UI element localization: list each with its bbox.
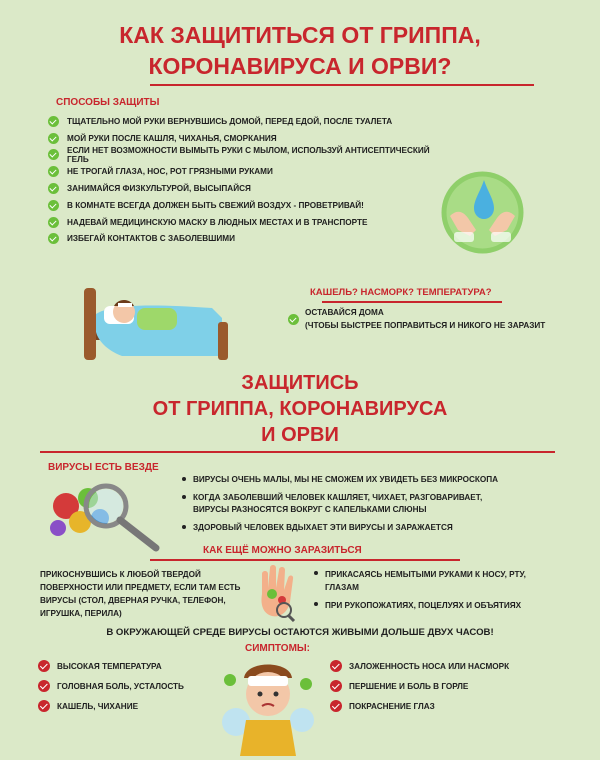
banner-divider (40, 451, 555, 453)
protection-heading: СПОСОБЫ ЗАЩИТЫ (56, 97, 160, 108)
virus-fact: ЗДОРОВЫЙ ЧЕЛОВЕК ВДЫХАЕТ ЭТИ ВИРУСЫ И ЗАРАЖАЕТСЯ (182, 522, 562, 535)
protection-item: НАДЕВАЙ МЕДИЦИНСКУЮ МАСКУ В ЛЮДНЫХ МЕСТАХ И В ТРАНСПОРТЕ (48, 214, 448, 231)
symptom-item: ПЕРШЕНИЕ И БОЛЬ В ГОРЛЕ (330, 676, 570, 696)
virus-survival-notice: В ОКРУЖАЮЩЕЙ СРЕДЕ ВИРУСЫ ОСТАЮТСЯ ЖИВЫМИ ДОЛЬШЕ ДВУХ ЧАСОВ! (106, 627, 494, 638)
stay-home-note: (ЧТОБЫ БЫСТРЕЕ ПОПРАВИТЬСЯ И НИКОГО НЕ ЗАРАЗИТ (305, 320, 546, 330)
check-icon (330, 700, 342, 712)
sick-heading: КАШЕЛЬ? НАСМОРК? ТЕМПЕРАТУРА? (310, 287, 492, 298)
check-icon (48, 233, 59, 244)
protection-item: НЕ ТРОГАЙ ГЛАЗА, НОС, РОТ ГРЯЗНЫМИ РУКАМИ (48, 163, 448, 180)
protection-list (48, 113, 448, 247)
sick-in-bed-illustration (82, 278, 232, 364)
infection-way: ПРИКАСАЯСЬ НЕМЫТЫМИ РУКАМИ К НОСУ, РТУ, ГЛАЗАМ (314, 568, 574, 594)
title-divider (150, 84, 534, 86)
check-icon (330, 680, 342, 692)
check-icon (48, 133, 59, 144)
virus-magnifier-illustration (44, 476, 164, 552)
sick-advice (288, 307, 548, 332)
check-icon (330, 660, 342, 672)
symptom-item: ВЫСОКАЯ ТЕМПЕРАТУРА (38, 656, 218, 676)
symptoms-heading: СИМПТОМЫ: (245, 643, 311, 654)
viruses-list (182, 474, 562, 539)
symptom-item: ГОЛОВНАЯ БОЛЬ, УСТАЛОСТЬ (38, 676, 218, 696)
main-title-line1: КАК ЗАЩИТИТЬСЯ ОТ ГРИППА, (119, 22, 481, 48)
sick-child-illustration (216, 650, 320, 756)
check-icon (38, 660, 50, 672)
check-icon (48, 166, 59, 177)
symptoms-left-list (38, 656, 218, 716)
check-icon (38, 680, 50, 692)
main-title-line2: КОРОНАВИРУСА И ОРВИ? (148, 53, 452, 79)
protection-item: МОЙ РУКИ ПОСЛЕ КАШЛЯ, ЧИХАНЬЯ, СМОРКАНИЯ (48, 130, 448, 147)
check-icon (288, 314, 299, 325)
protection-item: ИЗБЕГАЙ КОНТАКТОВ С ЗАБОЛЕВШИМИ (48, 231, 448, 248)
check-icon (48, 149, 59, 160)
handwash-illustration (440, 170, 525, 255)
infection-right-list (314, 568, 574, 617)
protection-item: ЕСЛИ НЕТ ВОЗМОЖНОСТИ ВЫМЫТЬ РУКИ С МЫЛОМ, ИСПОЛЬЗУЙ АНТИСЕПТИЧЕСКИЙ ГЕЛЬ (48, 147, 448, 164)
check-icon (48, 116, 59, 127)
stay-home-text: ОСТАВАЙСЯ ДОМА (305, 308, 384, 317)
sick-divider (322, 301, 502, 303)
virus-fact: ВИРУСЫ ОЧЕНЬ МАЛЫ, МЫ НЕ СМОЖЕМ ИХ УВИДЕТЬ БЕЗ МИКРОСКОПА (182, 474, 562, 487)
check-icon (48, 183, 59, 194)
dirty-hand-illustration (252, 564, 302, 622)
infection-divider (150, 559, 460, 561)
viruses-heading: ВИРУСЫ ЕСТЬ ВЕЗДЕ (48, 462, 159, 473)
symptom-item: ПОКРАСНЕНИЕ ГЛАЗ (330, 696, 570, 716)
check-icon (48, 200, 59, 211)
banner-title: ЗАЩИТИСЬ ОТ ГРИППА, КОРОНАВИРУСА И ОРВИ (152, 372, 448, 446)
infection-way: ПРИ РУКОПОЖАТИЯХ, ПОЦЕЛУЯХ И ОБЪЯТИЯХ (314, 599, 574, 612)
infection-heading: КАК ЕЩЁ МОЖНО ЗАРАЗИТЬСЯ (203, 545, 362, 556)
main-title (0, 20, 600, 82)
check-icon (38, 700, 50, 712)
protection-item: ТЩАТЕЛЬНО МОЙ РУКИ ВЕРНУВШИСЬ ДОМОЙ, ПЕРЕД ЕДОЙ, ПОСЛЕ ТУАЛЕТА (48, 113, 448, 130)
symptom-item: КАШЕЛЬ, ЧИХАНИЕ (38, 696, 218, 716)
check-icon (48, 217, 59, 228)
infection-left-text: ПРИКОСНУВШИСЬ К ЛЮБОЙ ТВЕРДОЙ ПОВЕРХНОСТИ ИЛИ ПРЕДМЕТУ, ЕСЛИ ТАМ ЕСТЬ ВИРУСЫ (СТОЛ, ДВЕРНАЯ РУЧКА, ТЕЛЕФОН, ИГРУШКА, ПЕРИЛА) (40, 570, 241, 618)
virus-fact: КОГДА ЗАБОЛЕВШИЙ ЧЕЛОВЕК КАШЛЯЕТ, ЧИХАЕТ, РАЗГОВАРИВАЕТ, ВИРУСЫ РАЗНОСЯТСЯ ВОКРУГ С КАПЕЛЬКАМИ СЛЮНЫ (182, 492, 562, 517)
protection-item: ЗАНИМАЙСЯ ФИЗКУЛЬТУРОЙ, ВЫСЫПАЙСЯ (48, 180, 448, 197)
symptom-item: ЗАЛОЖЕННОСТЬ НОСА ИЛИ НАСМОРК (330, 656, 570, 676)
protection-item: В КОМНАТЕ ВСЕГДА ДОЛЖЕН БЫТЬ СВЕЖИЙ ВОЗДУХ - ПРОВЕТРИВАЙ! (48, 197, 448, 214)
symptoms-right-list (330, 656, 570, 716)
